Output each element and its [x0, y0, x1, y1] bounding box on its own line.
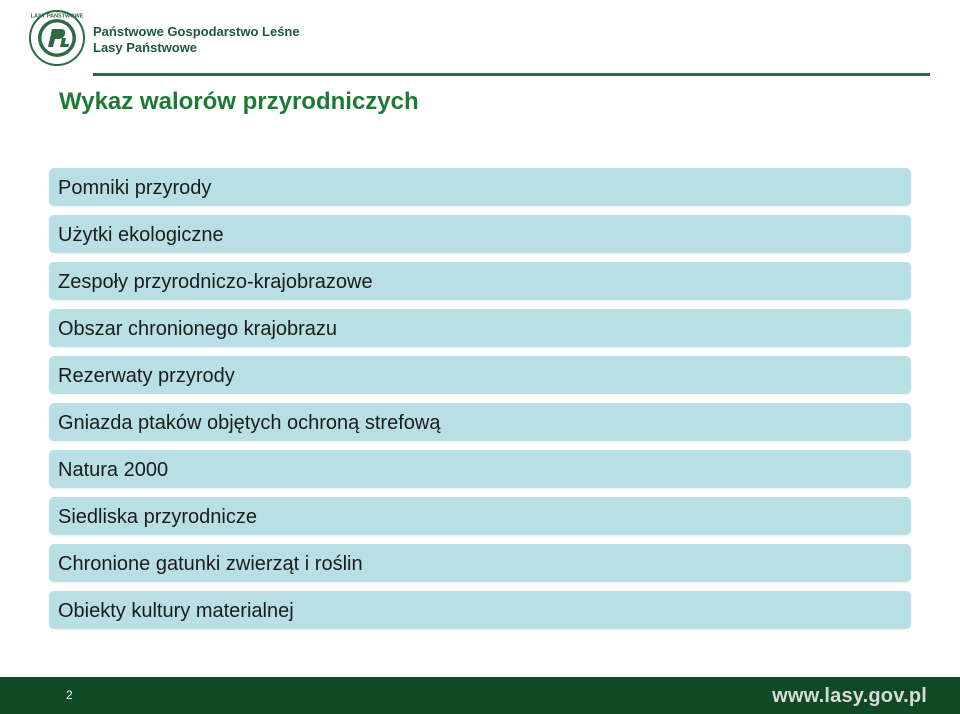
list-item-label: Rezerwaty przyrody	[58, 364, 235, 387]
list-item	[49, 450, 911, 488]
list-item	[49, 168, 911, 206]
header-divider	[93, 73, 930, 76]
lasy-panstwowe-logo	[29, 10, 85, 66]
website-url: www.lasy.gov.pl	[772, 685, 927, 707]
list-item-label: Obszar chronionego krajobrazu	[58, 317, 338, 340]
header	[0, 0, 960, 78]
logo-ring-text: LASY PAŃSTWOWE	[30, 13, 84, 20]
organization-name-line2: Lasy Państwowe	[93, 40, 198, 55]
list-item	[49, 262, 911, 300]
list-item-label: Siedliska przyrodnicze	[58, 505, 257, 528]
list-item-label: Gniazda ptaków objętych ochroną strefową	[58, 411, 441, 434]
list-item	[49, 215, 911, 253]
page-number: 2	[66, 688, 73, 702]
list-item	[49, 497, 911, 535]
list-item	[49, 403, 911, 441]
list-item-label: Obiekty kultury materialnej	[58, 599, 294, 622]
list-item-label: Natura 2000	[58, 458, 169, 481]
list-item-label: Zespoły przyrodniczo-krajobrazowe	[58, 270, 373, 293]
list-item-label: Użytki ekologiczne	[58, 223, 224, 246]
list-item	[49, 309, 911, 347]
footer-bar	[0, 677, 960, 714]
list-item-label: Chronione gatunki zwierząt i roślin	[58, 552, 363, 575]
list-item-label: Pomniki przyrody	[58, 176, 212, 199]
slide-title: Wykaz walorów przyrodniczych	[59, 88, 419, 115]
list-item	[49, 591, 911, 629]
list-item	[49, 356, 911, 394]
organization-name-line1: Państwowe Gospodarstwo Leśne	[93, 24, 300, 39]
organization-name	[93, 24, 300, 56]
natural-values-list	[49, 168, 911, 638]
list-item	[49, 544, 911, 582]
